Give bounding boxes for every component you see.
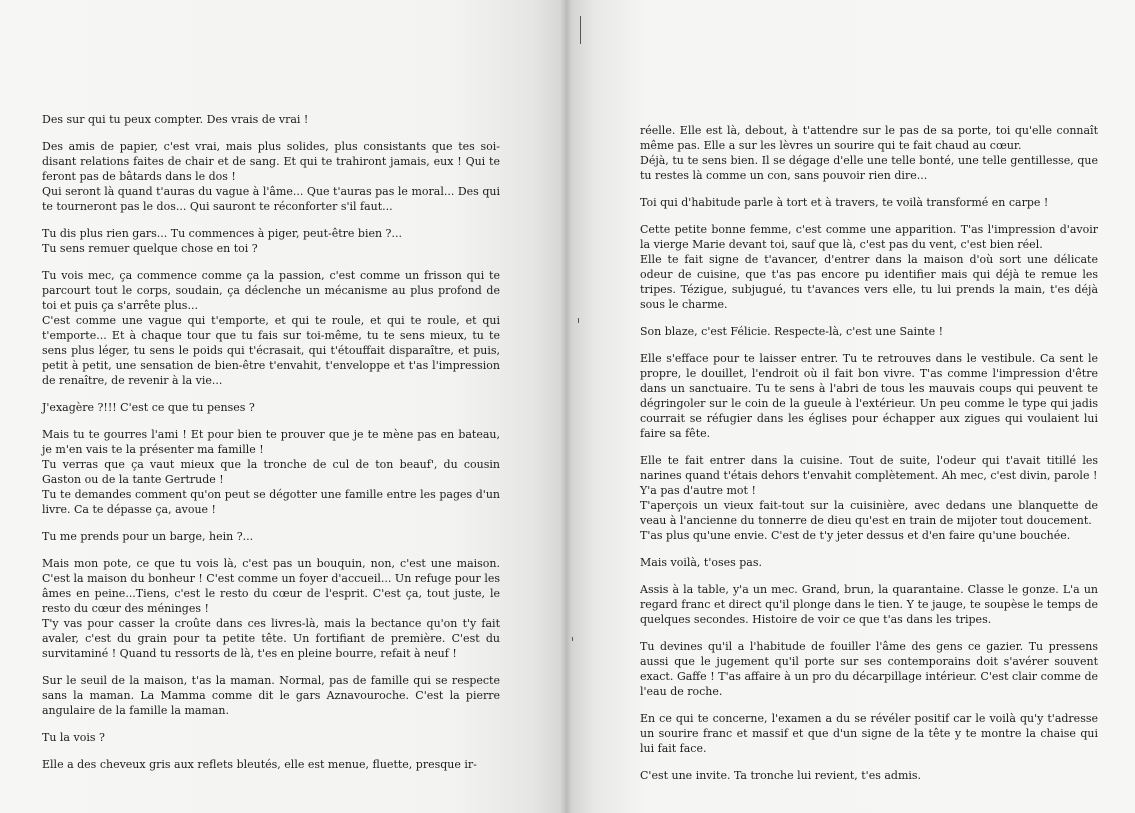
left-page (0, 0, 566, 813)
paragraph: Toi qui d'habitude parle à tort et à travers, te voilà transformé en carpe ! (640, 196, 1049, 209)
paragraph: Assis à la table, y'a un mec. Grand, brun, la quarantaine. Classe le gonze. L'a un regard franc et direct qu'il plonge dans le tien. Y te jauge, te soupèse le temps de quelques secondes. Histoire de voir ce que t'as dans les tripes. (640, 583, 1098, 626)
paragraph: Des amis de papier, c'est vrai, mais plus solides, plus consistants que tes soi-disant relations faites de chair et de sang. Et qui te trahiront jamais, eux ! Qui te feront pas de bâtards dans le dos ! Qui seront là quand t'auras du vague à l'âme... Que t'auras pas le moral... Des qui te tourneront pas le dos... Qui sauront te réconforter s'il faut... (42, 140, 500, 213)
left-page-text (42, 112, 500, 772)
paragraph: Tu la vois ? (42, 731, 105, 744)
paragraph: Mais tu te gourres l'ami ! Et pour bien te prouver que je te mène pas en bateau, je m'en vais te la présenter ma famille ! Tu verras que ça vaut mieux que la tronche de cul de ton beauf', du cousin Gaston ou de la tante Gertrude ! Tu te demandes comment qu'on peut se dégotter une famille entre les pages d'un livre. Ca te dépasse ça, avoue ! (42, 428, 500, 516)
binding-mark (580, 16, 581, 44)
book-gutter (560, 0, 572, 813)
paragraph: J'exagère ?!!! C'est ce que tu penses ? (42, 401, 255, 414)
paragraph: En ce qui te concerne, l'examen a du se révéler positif car le voilà qu'y t'adresse un sourire franc et massif et que d'un signe de la tête y te montre la chaise qui lui fait face. (640, 712, 1098, 755)
paragraph: réelle. Elle est là, debout, à t'attendre sur le pas de sa porte, toi qu'elle connaît même pas. Elle a sur les lèvres un sourire qui te fait chaud au cœur. Déjà, tu te sens bien. Il se dégage d'elle une telle bonté, une telle gentillesse, que tu restes là comme un con, sans pouvoir rien dire... (640, 124, 1098, 182)
paragraph: Elle te fait entrer dans la cuisine. Tout de suite, l'odeur qui t'avait titillé les narines quand t'étais dehors t'envahit complètement. Ah mec, c'est divin, parole ! Y'a pas d'autre mot ! T'aperçois un vieux fait-tout sur la cuisinière, avec dedans une blanquette de veau à l'ancienne du tonnerre de dieu qu'est en train de mijoter tout doucement. T'as plus qu'une envie. C'est de t'y jeter dessus et d'en faire qu'une bouchée. (640, 454, 1098, 542)
right-page-text (640, 123, 1098, 783)
paragraph: Tu dis plus rien gars... Tu commences à piger, peut-être bien ?... Tu sens remuer quelque chose en toi ? (42, 227, 402, 255)
paragraph: Sur le seuil de la maison, t'as la maman. Normal, pas de famille qui se respecte sans la maman. La Mamma comme dit le gars Aznavouroche. C'est la pierre angulaire de la famille la maman. (42, 674, 500, 717)
paragraph: Tu vois mec, ça commence comme ça la passion, c'est comme un frisson qui te parcourt tout le corps, soudain, ça déclenche un mécanisme au plus profond de toi et puis ça s'arrête plus... C'est comme une vague qui t'emporte, et qui te roule, et qui te roule, et qui t'emporte... Et à chaque tour que tu fais sur toi-même, tu te sens mieux, tu te sens plus léger, tu sens le poids qui t'écrasait, qui t'étouffait disparaître, et puis, petit à petit, une sensation de bien-être t'envahit, t'enveloppe et t'as l'impression de renaître, de revenir à la vie... (42, 269, 500, 387)
paragraph: Elle s'efface pour te laisser entrer. Tu te retrouves dans le vestibule. Ca sent le propre, le douillet, l'endroit où il fait bon vivre. T'as comme l'impression d'être dans un sanctuaire. Tu te sens à l'abri de tous les mauvais coups qui peuvent te dégringoler sur le coin de la gueule à l'extérieur. Un peu comme le type qui jadis courrait se réfugier dans les églises pour échapper aux zigues qui voulaient lui faire sa fête. (640, 352, 1098, 440)
paragraph: Mais voilà, t'oses pas. (640, 556, 763, 569)
paragraph: Des sur qui tu peux compter. Des vrais de vrai ! (42, 113, 309, 126)
paragraph: C'est une invite. Ta tronche lui revient, t'es admis. (640, 769, 922, 782)
paragraph: Mais mon pote, ce que tu vois là, c'est pas un bouquin, non, c'est une maison. C'est la maison du bonheur ! C'est comme un foyer d'accueil... Un refuge pour les âmes en peine...Tiens, c'est le resto du cœur de l'esprit. C'est ça, tout juste, le resto du cœur des méninges ! T'y vas pour casser la croûte dans ces livres-là, mais la bectance qu'on t'y fait avaler, c'est du grain pour ta petite tête. Un fortifiant de première. C'est du survitaminé ! Quand tu ressorts de là, t'es en pleine bourre, refait à neuf ! (42, 557, 500, 660)
paragraph: Elle a des cheveux gris aux reflets bleutés, elle est menue, fluette, presque ir- (42, 758, 477, 771)
binding-mark (578, 318, 579, 323)
paragraph: Son blaze, c'est Félicie. Respecte-là, c'est une Sainte ! (640, 325, 944, 338)
paragraph: Cette petite bonne femme, c'est comme une apparition. T'as l'impression d'avoir la vierge Marie devant toi, sauf que là, c'est pas du vent, c'est bien réel. Elle te fait signe de t'avancer, d'entrer dans la maison d'où sort une délicate odeur de cuisine, que t'as pas encore pu identifier mais qui déjà te remue les tripes. Tézigue, subjugué, tu t'avances vers elle, tu lui prends la main, t'es déjà sous le charme. (640, 223, 1098, 311)
paragraph: Tu me prends pour un barge, hein ?... (42, 530, 254, 543)
paragraph: Tu devines qu'il a l'habitude de fouiller l'âme des gens ce gazier. Tu pressens aussi que le jugement qu'il porte sur ses contemporains doit s'avérer souvent exact. Gaffe ! T'as affaire à un pro du décarpillage intérieur. C'est clair comme de l'eau de roche. (640, 640, 1098, 698)
binding-mark (572, 637, 573, 641)
